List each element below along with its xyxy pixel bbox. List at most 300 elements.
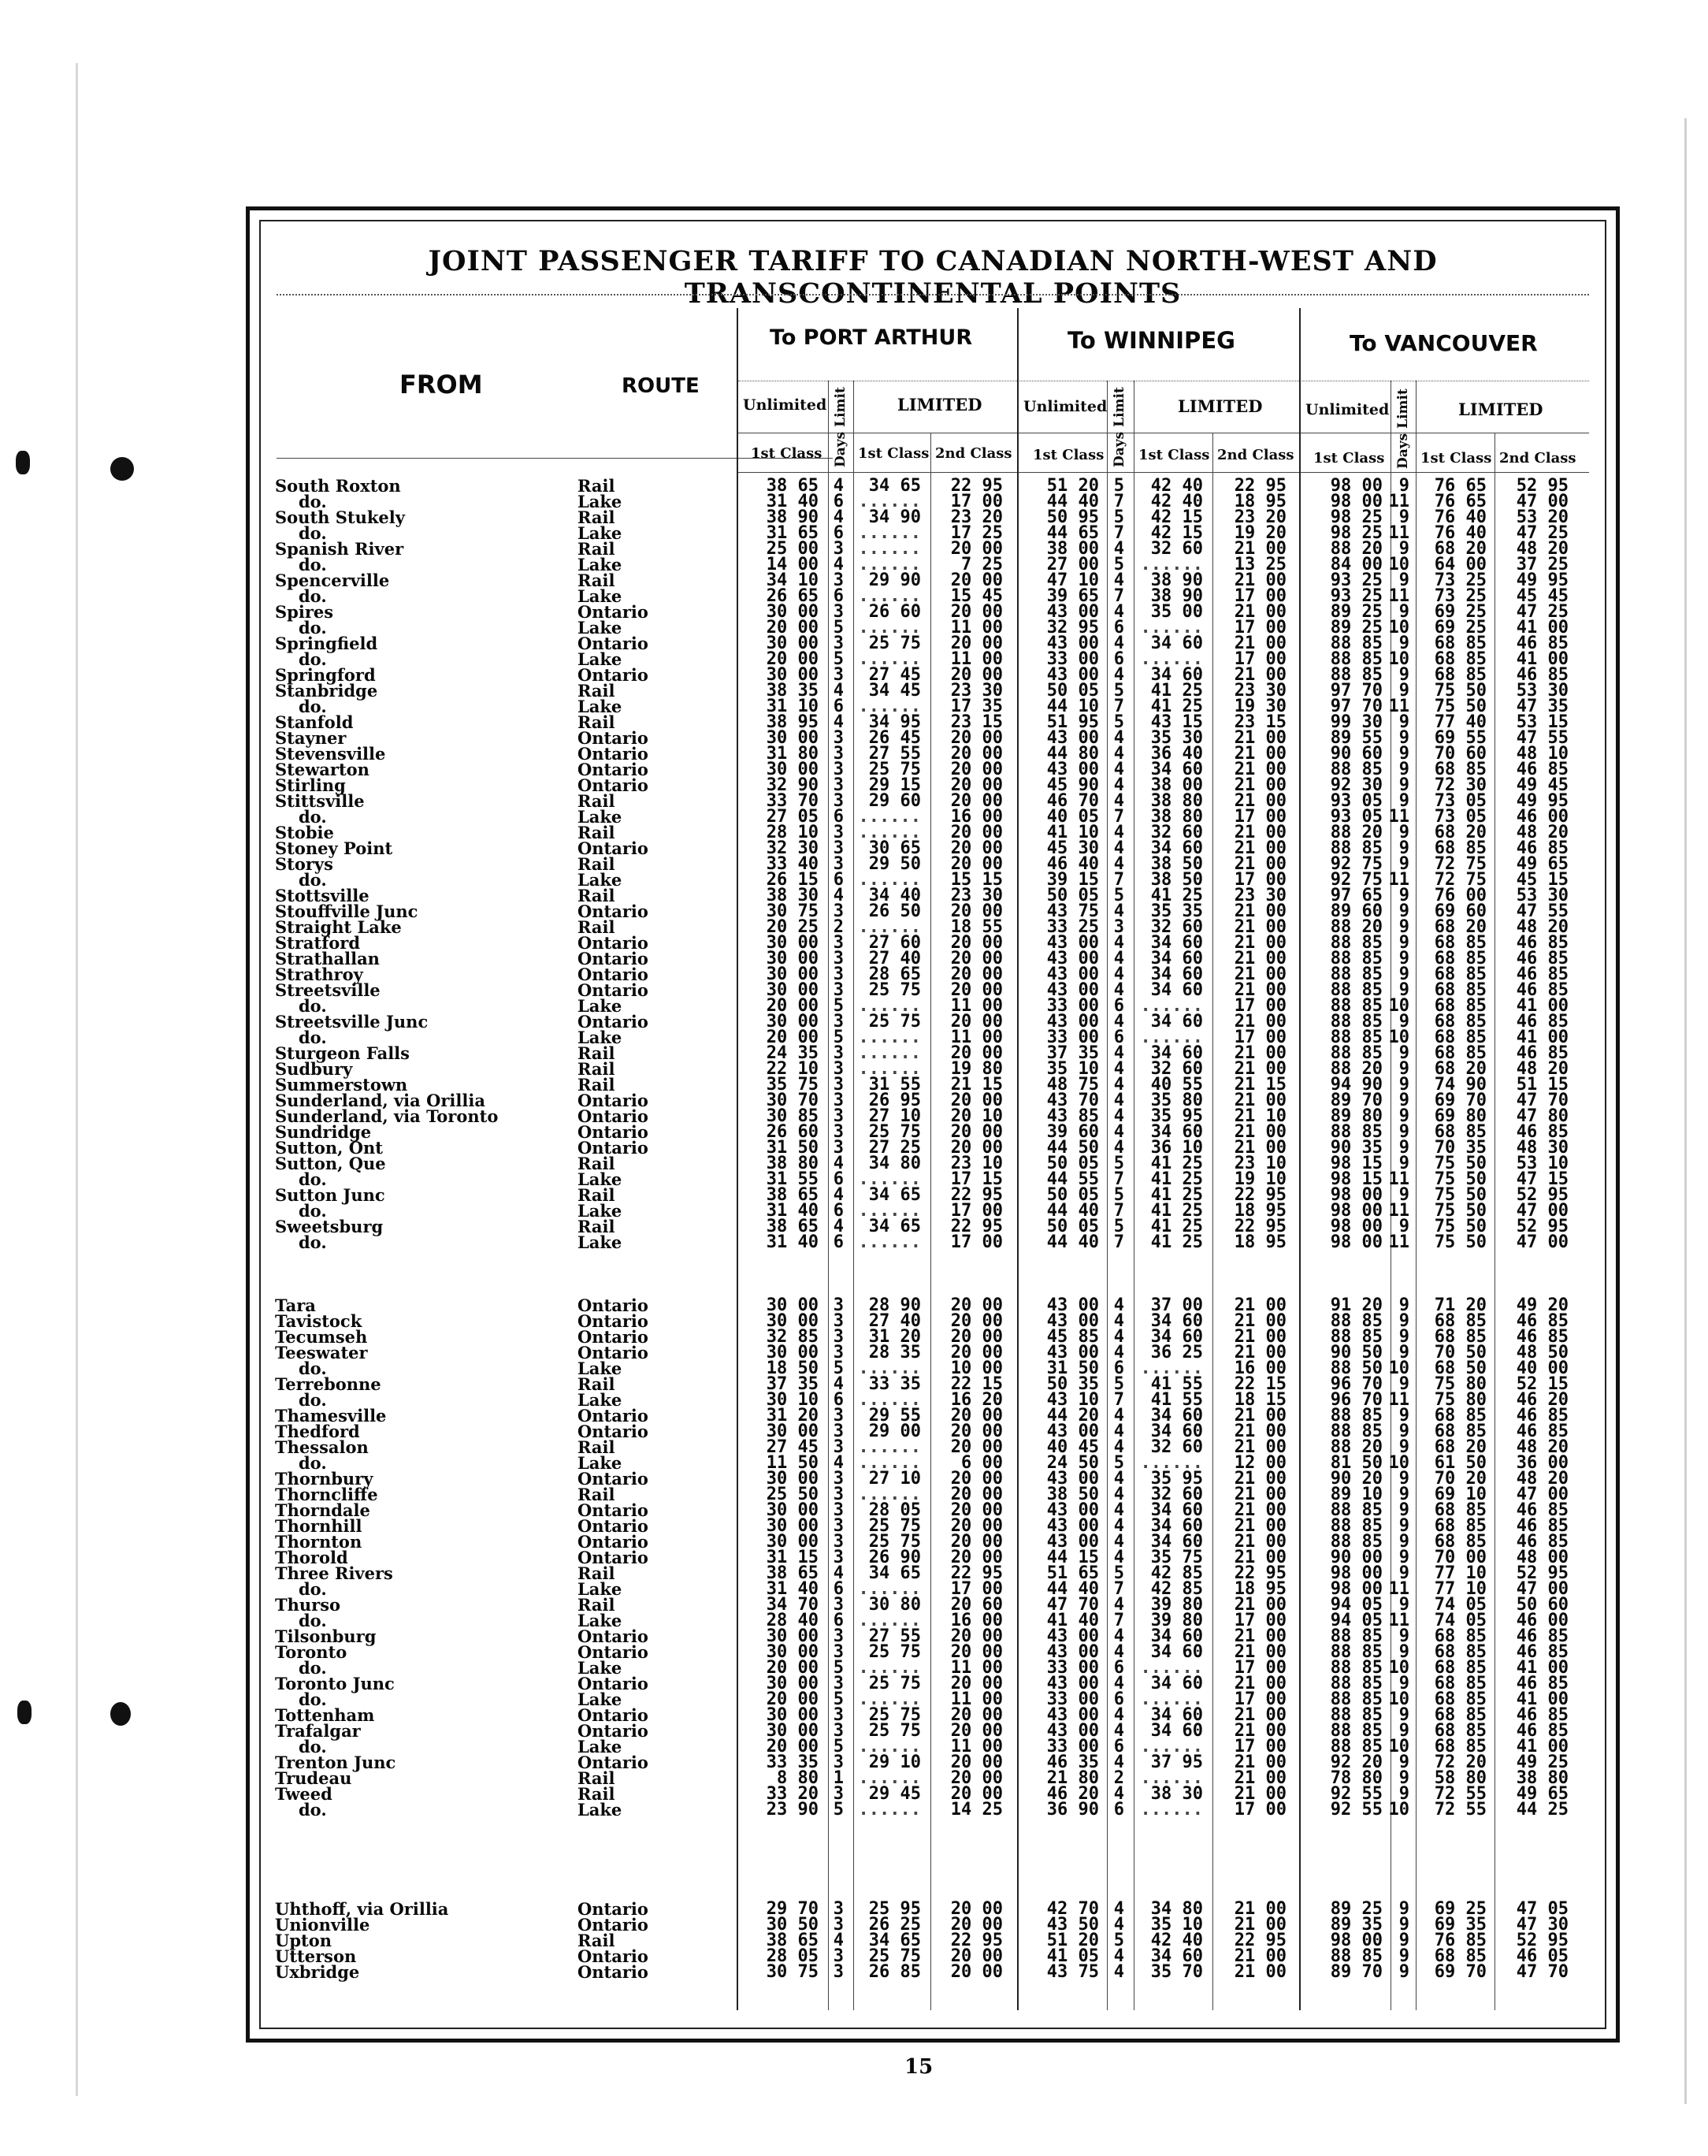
va-fare-cell: 88 20 <box>1330 1059 1383 1079</box>
va-fare-cell: 75 80 <box>1434 1374 1487 1394</box>
va-fare-cell: 9 <box>1398 1138 1409 1158</box>
wi-fare-cell: 39 15 <box>1046 870 1099 890</box>
va-fare-cell: 92 20 <box>1330 1753 1383 1772</box>
pa-fare-cell: 4 <box>833 507 844 527</box>
pa-fare-cell: 3 <box>833 1915 844 1935</box>
va-fare-cell: 47 15 <box>1516 1169 1569 1189</box>
pa-fare-cell: 26 25 <box>868 1915 921 1935</box>
wi-fare-cell: 34 60 <box>1150 1311 1203 1331</box>
route: Ontario <box>577 1548 648 1567</box>
pa-fare-cell: 6 <box>833 1232 844 1252</box>
va-fare-cell: 88 85 <box>1330 760 1383 779</box>
pa-fare-cell: 25 75 <box>868 760 921 779</box>
va-limited-1st: 1st Class <box>1420 450 1492 467</box>
pa-fare-cell: 20 00 <box>950 744 1003 764</box>
page-number: 15 <box>904 2055 934 2079</box>
pa-fare-cell: 34 40 <box>868 886 921 905</box>
route: Ontario <box>577 1674 648 1693</box>
wi-fare-cell: 4 <box>1113 1138 1124 1158</box>
va-fare-cell: 61 50 <box>1434 1453 1487 1473</box>
route: Ontario <box>577 665 648 685</box>
va-fare-cell: 72 55 <box>1434 1800 1487 1820</box>
pa-fare-cell: 26 60 <box>766 1122 819 1142</box>
va-fare-cell: 9 <box>1398 1500 1409 1520</box>
va-fare-cell: 52 95 <box>1516 1185 1569 1205</box>
wi-fare-cell: 17 00 <box>1234 996 1287 1016</box>
route: Ontario <box>577 1753 648 1772</box>
pa-fare-cell: 29 15 <box>868 775 921 795</box>
va-fare-cell: 11 <box>1388 1579 1409 1599</box>
wi-fare-cell: 34 60 <box>1150 1516 1203 1536</box>
va-fare-cell: 9 <box>1398 1516 1409 1536</box>
va-fare-cell: 90 35 <box>1330 1138 1383 1158</box>
from-station: Spanish River <box>275 539 404 559</box>
va-fare-cell: 89 70 <box>1330 1091 1383 1110</box>
from-station: Upton <box>275 1931 332 1950</box>
pa-fare-cell: 26 65 <box>766 586 819 606</box>
wi-fare-cell: 50 05 <box>1046 1185 1099 1205</box>
va-fare-cell: 9 <box>1398 681 1409 701</box>
va-fare-cell: 98 25 <box>1330 507 1383 527</box>
va-fare-cell: 52 95 <box>1516 476 1569 496</box>
wi-fare-cell: 4 <box>1113 1106 1124 1126</box>
va-fare-cell: 68 85 <box>1434 1658 1487 1678</box>
va-fare-cell: 46 85 <box>1516 933 1569 953</box>
route: Ontario <box>577 1946 648 1966</box>
empty-cell: ...... <box>858 492 921 511</box>
wi-fare-cell: 36 40 <box>1150 744 1203 764</box>
pa-fare-cell: 30 00 <box>766 728 819 748</box>
va-fare-cell: 88 85 <box>1330 965 1383 984</box>
wi-fare-cell: 17 00 <box>1234 1611 1287 1630</box>
pa-days-limit-label: Days Limit <box>833 387 848 467</box>
pa-fare-cell: 20 00 <box>950 1091 1003 1110</box>
pa-fare-cell: 3 <box>833 1626 844 1646</box>
pa-fare-cell: 20 00 <box>950 1406 1003 1426</box>
pa-fare-cell: 22 15 <box>950 1374 1003 1394</box>
empty-cell: ...... <box>1140 1737 1203 1756</box>
va-fare-cell: 46 85 <box>1516 838 1569 858</box>
wi-fare-cell: 38 50 <box>1150 854 1203 874</box>
va-fare-cell: 73 05 <box>1434 791 1487 811</box>
wi-fare-cell: 4 <box>1113 838 1124 858</box>
va-fare-cell: 41 00 <box>1516 1028 1569 1047</box>
va-fare-cell: 47 05 <box>1516 1899 1569 1919</box>
from-station: Uhthoff, via Orillia <box>275 1899 449 1919</box>
pa-fare-cell: 5 <box>833 618 844 638</box>
from-station: Tavistock <box>275 1311 362 1331</box>
from-station: do. <box>299 1611 327 1630</box>
wi-fare-cell: 43 10 <box>1046 1390 1099 1410</box>
wi-fare-cell: 37 35 <box>1046 1043 1099 1063</box>
wi-fare-cell: 32 60 <box>1150 1059 1203 1079</box>
wi-fare-cell: 34 60 <box>1150 1500 1203 1520</box>
wi-fare-cell: 7 <box>1113 1201 1124 1221</box>
va-fare-cell: 88 85 <box>1330 1721 1383 1741</box>
pa-fare-cell: 33 35 <box>868 1374 921 1394</box>
wi-fare-cell: 32 60 <box>1150 1437 1203 1457</box>
pa-fare-cell: 3 <box>833 1012 844 1032</box>
wi-fare-cell: 5 <box>1113 1374 1124 1394</box>
wi-fare-cell: 40 45 <box>1046 1437 1099 1457</box>
empty-cell: ...... <box>1140 996 1203 1016</box>
wi-fare-cell: 17 00 <box>1234 1800 1287 1820</box>
va-fare-cell: 9 <box>1398 1217 1409 1236</box>
va-fare-cell: 46 85 <box>1516 1311 1569 1331</box>
pa-fare-cell: 31 80 <box>766 744 819 764</box>
wi-fare-cell: 4 <box>1113 1532 1124 1552</box>
from-station: Uxbridge <box>275 1962 360 1982</box>
wi-fare-cell: 22 95 <box>1234 1563 1287 1583</box>
pa-fare-cell: 33 40 <box>766 854 819 874</box>
pa-fare-cell: 27 40 <box>868 1311 921 1331</box>
pa-fare-cell: 23 30 <box>950 681 1003 701</box>
from-station: Stouffville Junc <box>275 901 418 921</box>
va-fare-cell: 88 85 <box>1330 1705 1383 1725</box>
pa-fare-cell: 20 00 <box>950 1721 1003 1741</box>
va-fare-cell: 9 <box>1398 980 1409 1000</box>
wi-fare-cell: 42 85 <box>1150 1563 1203 1583</box>
wi-fare-cell: 21 00 <box>1234 1705 1287 1725</box>
wi-fare-cell: 19 30 <box>1234 697 1287 716</box>
va-fare-cell: 88 85 <box>1330 649 1383 669</box>
pa-fare-cell: 20 00 <box>950 1122 1003 1142</box>
va-fare-cell: 9 <box>1398 634 1409 653</box>
route: Rail <box>577 571 615 590</box>
wi-fare-cell: 7 <box>1113 586 1124 606</box>
pa-fare-cell: 3 <box>833 760 844 779</box>
va-fare-cell: 88 20 <box>1330 539 1383 559</box>
va-fare-cell: 9 <box>1398 507 1409 527</box>
va-fare-cell: 97 70 <box>1330 681 1383 701</box>
wi-fare-cell: 51 20 <box>1046 1931 1099 1950</box>
va-fare-cell: 47 70 <box>1516 1091 1569 1110</box>
wi-fare-cell: 33 00 <box>1046 1737 1099 1756</box>
va-fare-cell: 68 85 <box>1434 1705 1487 1725</box>
route: Lake <box>577 523 622 543</box>
wi-fare-cell: 21 00 <box>1234 1500 1287 1520</box>
wi-fare-cell: 21 00 <box>1234 838 1287 858</box>
va-fare-cell: 88 85 <box>1330 1516 1383 1536</box>
va-fare-cell: 68 85 <box>1434 665 1487 685</box>
va-fare-cell: 49 45 <box>1516 775 1569 795</box>
pa-fare-cell: 30 00 <box>766 1642 819 1662</box>
wi-fare-cell: 21 00 <box>1234 634 1287 653</box>
wi-fare-cell: 21 00 <box>1234 1311 1287 1331</box>
va-fare-cell: 68 20 <box>1434 539 1487 559</box>
pa-fare-cell: 29 55 <box>868 1406 921 1426</box>
va-fare-cell: 88 85 <box>1330 1012 1383 1032</box>
pa-fare-cell: 4 <box>833 1185 844 1205</box>
va-fare-cell: 46 85 <box>1516 1674 1569 1693</box>
wi-fare-cell: 4 <box>1113 980 1124 1000</box>
va-fare-cell: 47 00 <box>1516 492 1569 511</box>
va-fare-cell: 88 85 <box>1330 1674 1383 1693</box>
va-fare-cell: 89 70 <box>1330 1962 1383 1982</box>
wi-fare-cell: 38 80 <box>1150 807 1203 827</box>
va-fare-cell: 93 05 <box>1330 807 1383 827</box>
wi-fare-cell: 41 40 <box>1046 1611 1099 1630</box>
wi-fare-cell: 23 20 <box>1234 507 1287 527</box>
pa-fare-cell: 3 <box>833 1753 844 1772</box>
wi-fare-cell: 4 <box>1113 1122 1124 1142</box>
va-fare-cell: 69 60 <box>1434 901 1487 921</box>
va-fare-cell: 89 55 <box>1330 728 1383 748</box>
pa-fare-cell: 20 60 <box>950 1595 1003 1615</box>
va-fare-cell: 53 30 <box>1516 681 1569 701</box>
pa-fare-cell: 20 00 <box>950 1962 1003 1982</box>
pa-fare-cell: 6 <box>833 523 844 543</box>
route: Ontario <box>577 1343 648 1362</box>
route: Ontario <box>577 1138 648 1158</box>
pa-fare-cell: 38 90 <box>766 507 819 527</box>
pa-limited-label: LIMITED <box>897 395 982 414</box>
wi-fare-cell: 41 25 <box>1150 697 1203 716</box>
va-fare-cell: 9 <box>1398 1753 1409 1772</box>
va-fare-cell: 68 85 <box>1434 1532 1487 1552</box>
pa-fare-cell: 15 15 <box>950 870 1003 890</box>
va-fare-cell: 46 85 <box>1516 1500 1569 1520</box>
route: Rail <box>577 1075 615 1095</box>
wi-fare-cell: 43 00 <box>1046 1343 1099 1362</box>
from-station: Sundridge <box>275 1122 372 1142</box>
pa-fare-cell: 3 <box>833 1311 844 1331</box>
scan-blot <box>110 1702 131 1726</box>
va-fare-cell: 68 85 <box>1434 1311 1487 1331</box>
wi-fare-cell: 7 <box>1113 1390 1124 1410</box>
wi-fare-cell: 5 <box>1113 712 1124 732</box>
pa-fare-cell: 20 10 <box>950 1106 1003 1126</box>
va-fare-cell: 72 30 <box>1434 775 1487 795</box>
pa-fare-cell: 15 45 <box>950 586 1003 606</box>
va-fare-cell: 88 50 <box>1330 1359 1383 1378</box>
va-fare-cell: 10 <box>1388 1453 1409 1473</box>
wi-fare-cell: 4 <box>1113 1784 1124 1804</box>
from-station: Toronto <box>275 1642 347 1662</box>
pa-fare-cell: 4 <box>833 886 844 905</box>
va-fare-cell: 69 70 <box>1434 1962 1487 1982</box>
wi-fare-cell: 42 40 <box>1150 492 1203 511</box>
va-fare-cell: 68 85 <box>1434 1406 1487 1426</box>
pa-fare-cell: 3 <box>833 1406 844 1426</box>
va-fare-cell: 53 30 <box>1516 886 1569 905</box>
route: Ontario <box>577 1532 648 1552</box>
va-fare-cell: 46 85 <box>1516 1122 1569 1142</box>
va-fare-cell: 46 85 <box>1516 634 1569 653</box>
pa-fare-cell: 30 00 <box>766 1295 819 1315</box>
empty-cell: ...... <box>1140 1768 1203 1788</box>
pa-fare-cell: 20 00 <box>950 854 1003 874</box>
wi-fare-cell: 6 <box>1113 1658 1124 1678</box>
wi-fare-cell: 21 00 <box>1234 1091 1287 1110</box>
va-fare-cell: 9 <box>1398 539 1409 559</box>
wi-fare-cell: 4 <box>1113 634 1124 653</box>
va-fare-cell: 46 85 <box>1516 760 1569 779</box>
pa-fare-cell: 14 25 <box>950 1800 1003 1820</box>
wi-fare-cell: 34 60 <box>1150 949 1203 968</box>
pa-fare-cell: 20 00 <box>950 1915 1003 1935</box>
route: Rail <box>577 1485 615 1504</box>
pa-fare-cell: 19 80 <box>950 1059 1003 1079</box>
wi-fare-cell: 37 95 <box>1150 1753 1203 1772</box>
va-fare-cell: 9 <box>1398 1626 1409 1646</box>
va-fare-cell: 46 85 <box>1516 1012 1569 1032</box>
empty-cell: ...... <box>858 1485 921 1504</box>
wi-fare-cell: 21 00 <box>1234 980 1287 1000</box>
va-fare-cell: 90 60 <box>1330 744 1383 764</box>
from-station: do. <box>299 1169 327 1189</box>
pa-fare-cell: 30 70 <box>766 1091 819 1110</box>
from-station: do. <box>299 807 327 827</box>
wi-fare-cell: 43 00 <box>1046 1500 1099 1520</box>
va-fare-cell: 9 <box>1398 1705 1409 1725</box>
scan-blot <box>16 451 30 474</box>
pa-fare-cell: 26 15 <box>766 870 819 890</box>
pa-fare-cell: 4 <box>833 555 844 574</box>
va-fare-cell: 46 00 <box>1516 1611 1569 1630</box>
route: Rail <box>577 1595 615 1615</box>
from-station: Springfield <box>275 634 378 653</box>
va-fare-cell: 76 00 <box>1434 886 1487 905</box>
pa-fare-cell: 23 20 <box>950 507 1003 527</box>
wi-fare-cell: 44 40 <box>1046 492 1099 511</box>
pa-fare-cell: 20 00 <box>766 1658 819 1678</box>
pa-fare-cell: 5 <box>833 1359 844 1378</box>
pa-fare-cell: 11 00 <box>950 1028 1003 1047</box>
pa-fare-cell: 10 00 <box>950 1359 1003 1378</box>
va-limited-2nd: 2nd Class <box>1499 450 1576 467</box>
pa-fare-cell: 30 00 <box>766 634 819 653</box>
wi-fare-cell: 5 <box>1113 1185 1124 1205</box>
from-station: Trudeau <box>275 1768 352 1788</box>
wi-fare-cell: 21 00 <box>1234 1043 1287 1063</box>
va-fare-cell: 9 <box>1398 1595 1409 1615</box>
va-fare-cell: 46 85 <box>1516 980 1569 1000</box>
va-fare-cell: 9 <box>1398 602 1409 622</box>
va-fare-cell: 11 <box>1388 1232 1409 1252</box>
wi-fare-cell: 44 55 <box>1046 1169 1099 1189</box>
va-fare-cell: 98 00 <box>1330 476 1383 496</box>
pa-fare-cell: 8 80 <box>777 1768 819 1788</box>
wi-fare-cell: 23 30 <box>1234 681 1287 701</box>
va-fare-cell: 52 95 <box>1516 1563 1569 1583</box>
va-fare-cell: 37 25 <box>1516 555 1569 574</box>
va-fare-cell: 70 35 <box>1434 1138 1487 1158</box>
wi-fare-cell: 4 <box>1113 1043 1124 1063</box>
route: Lake <box>577 618 622 638</box>
va-fare-cell: 10 <box>1388 1658 1409 1678</box>
empty-cell: ...... <box>858 618 921 638</box>
empty-cell: ...... <box>858 1737 921 1756</box>
wi-fare-cell: 38 50 <box>1150 870 1203 890</box>
route: Rail <box>577 917 615 937</box>
va-fare-cell: 46 00 <box>1516 807 1569 827</box>
from-station: Thornton <box>275 1532 362 1552</box>
va-fare-cell: 68 85 <box>1434 1642 1487 1662</box>
pa-fare-cell: 3 <box>833 901 844 921</box>
route: Ontario <box>577 1012 648 1032</box>
pa-fare-cell: 29 60 <box>868 791 921 811</box>
wi-fare-cell: 34 60 <box>1150 760 1203 779</box>
pa-fare-cell: 3 <box>833 1962 844 1982</box>
wi-fare-cell: 35 30 <box>1150 728 1203 748</box>
route: Lake <box>577 649 622 669</box>
pa-fare-cell: 3 <box>833 1946 844 1966</box>
va-fare-cell: 88 85 <box>1330 1028 1383 1047</box>
wi-fare-cell: 21 00 <box>1234 602 1287 622</box>
from-station: Sutton, Que <box>275 1154 386 1173</box>
pa-unlimited-1st: 1st Class <box>751 445 822 462</box>
wi-fare-cell: 36 25 <box>1150 1343 1203 1362</box>
route: Lake <box>577 996 622 1016</box>
va-fare-cell: 73 05 <box>1434 807 1487 827</box>
pa-fare-cell: 34 65 <box>868 1563 921 1583</box>
va-fare-cell: 9 <box>1398 476 1409 496</box>
route: Ontario <box>577 949 648 968</box>
pa-fare-cell: 20 00 <box>950 634 1003 653</box>
wi-days-limit-label: Days Limit <box>1112 387 1127 467</box>
va-fare-cell: 88 20 <box>1330 1437 1383 1457</box>
from-station: Sutton, Ont <box>275 1138 383 1158</box>
from-station: Thorncliffe <box>275 1485 378 1504</box>
pa-fare-cell: 3 <box>833 791 844 811</box>
route: Ontario <box>577 980 648 1000</box>
va-fare-cell: 68 85 <box>1434 1500 1487 1520</box>
wi-fare-cell: 41 05 <box>1046 1946 1099 1966</box>
pa-fare-cell: 26 95 <box>868 1091 921 1110</box>
pa-fare-cell: 30 00 <box>766 1532 819 1552</box>
va-fare-cell: 92 75 <box>1330 854 1383 874</box>
pa-fare-cell: 30 85 <box>766 1106 819 1126</box>
empty-cell: ...... <box>1140 1359 1203 1378</box>
va-fare-cell: 68 20 <box>1434 917 1487 937</box>
from-station: Tweed <box>275 1784 332 1804</box>
va-fare-cell: 9 <box>1398 1931 1409 1950</box>
va-fare-cell: 68 85 <box>1434 1422 1487 1441</box>
va-fare-cell: 49 25 <box>1516 1753 1569 1772</box>
va-fare-cell: 99 30 <box>1330 712 1383 732</box>
wi-fare-cell: 32 95 <box>1046 618 1099 638</box>
route: Lake <box>577 1359 622 1378</box>
wi-fare-cell: 5 <box>1113 1154 1124 1173</box>
va-fare-cell: 68 85 <box>1434 1721 1487 1741</box>
va-fare-cell: 9 <box>1398 1091 1409 1110</box>
pa-fare-cell: 34 45 <box>868 681 921 701</box>
wi-fare-cell: 4 <box>1113 965 1124 984</box>
from-station: Thurso <box>275 1595 341 1615</box>
from-station: Stottsville <box>275 886 369 905</box>
title-rule <box>277 294 1589 296</box>
pa-fare-cell: 20 00 <box>950 901 1003 921</box>
pa-fare-cell: 33 70 <box>766 791 819 811</box>
pa-fare-cell: 38 65 <box>766 1217 819 1236</box>
pa-fare-cell: 3 <box>833 775 844 795</box>
wi-fare-cell: 18 95 <box>1234 492 1287 511</box>
empty-cell: ...... <box>1140 1028 1203 1047</box>
pa-fare-cell: 2 <box>833 917 844 937</box>
va-fare-cell: 84 00 <box>1330 555 1383 574</box>
va-fare-cell: 49 95 <box>1516 571 1569 590</box>
wi-fare-cell: 34 60 <box>1150 838 1203 858</box>
pa-fare-cell: 33 20 <box>766 1784 819 1804</box>
wi-fare-cell: 7 <box>1113 870 1124 890</box>
va-fare-cell: 9 <box>1398 1548 1409 1567</box>
va-fare-cell: 75 50 <box>1434 697 1487 716</box>
pa-fare-cell: 20 00 <box>950 602 1003 622</box>
wi-fare-cell: 34 60 <box>1150 634 1203 653</box>
va-fare-cell: 48 20 <box>1516 917 1569 937</box>
va-fare-cell: 88 85 <box>1330 1689 1383 1709</box>
